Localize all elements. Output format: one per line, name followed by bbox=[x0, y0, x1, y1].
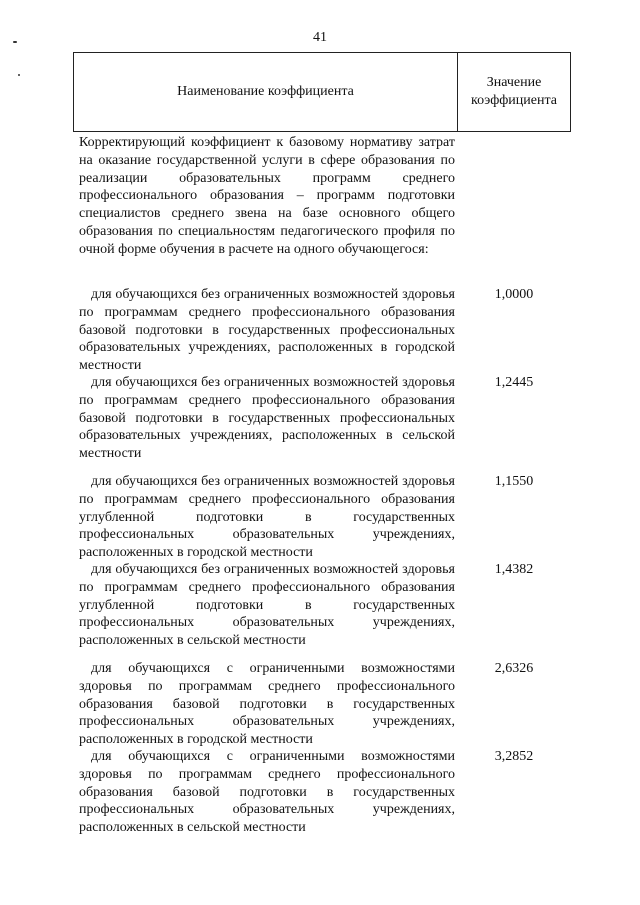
header-value-line-2: коэффициента bbox=[471, 93, 557, 108]
entry-value: 1,1550 bbox=[494, 474, 534, 489]
header-coefficient-name: Наименование коэффициента bbox=[177, 84, 354, 99]
entry-value: 1,2445 bbox=[494, 375, 534, 390]
entry-text: для обучающихся без ограниченных возможностей здоровья по программам среднего профессионального образования углубленной подготовки в государственных профессиональных образовательных учреждениях, расположенных в сельской местности bbox=[79, 562, 455, 649]
intro-paragraph: Корректирующий коэффициент к базовому нормативу затрат на оказание государственной услуги в сфере образования по реализации образовательных программ среднего профессионального образования – программ подготовки специалистов среднего звена на базе основного общего образования по специальностям педагогического профиля по очной форме обучения в расчете на одного обучающегося: bbox=[79, 135, 455, 257]
entry-text: для обучающихся с ограниченными возможностями здоровья по программам среднего профессионального образования базовой подготовки в государственных профессиональных образовательных учреждениях, расположенных в городской местности bbox=[79, 661, 455, 748]
entry-value: 1,0000 bbox=[494, 287, 534, 302]
entry-text: для обучающихся без ограниченных возможностей здоровья по программам среднего профессионального образования базовой подготовки в государственных профессиональных образовательных учреждениях, расположенных в городской местности bbox=[79, 287, 455, 374]
entry-text: для обучающихся без ограниченных возможностей здоровья по программам среднего профессионального образования базовой подготовки в государственных профессиональных образовательных учреждениях, расположенных в сельской местности bbox=[79, 375, 455, 462]
entry-value: 1,4382 bbox=[494, 562, 534, 577]
entry-text: для обучающихся с ограниченными возможностями здоровья по программам среднего профессионального образования базовой подготовки в государственных профессиональных образовательных учреждениях, расположенных в сельской местности bbox=[79, 749, 455, 836]
header-coefficient-value bbox=[458, 53, 570, 131]
scan-mark-lower bbox=[18, 74, 20, 76]
page-number: 41 bbox=[313, 30, 327, 45]
entry-value: 3,2852 bbox=[494, 749, 534, 764]
entry-text: для обучающихся без ограниченных возможностей здоровья по программам среднего профессионального образования углубленной подготовки в государственных профессиональных образовательных учреждениях, расположенных в городской местности bbox=[79, 474, 455, 561]
header-value-line-1: Значение bbox=[486, 75, 542, 90]
entry-value: 2,6326 bbox=[494, 661, 534, 676]
